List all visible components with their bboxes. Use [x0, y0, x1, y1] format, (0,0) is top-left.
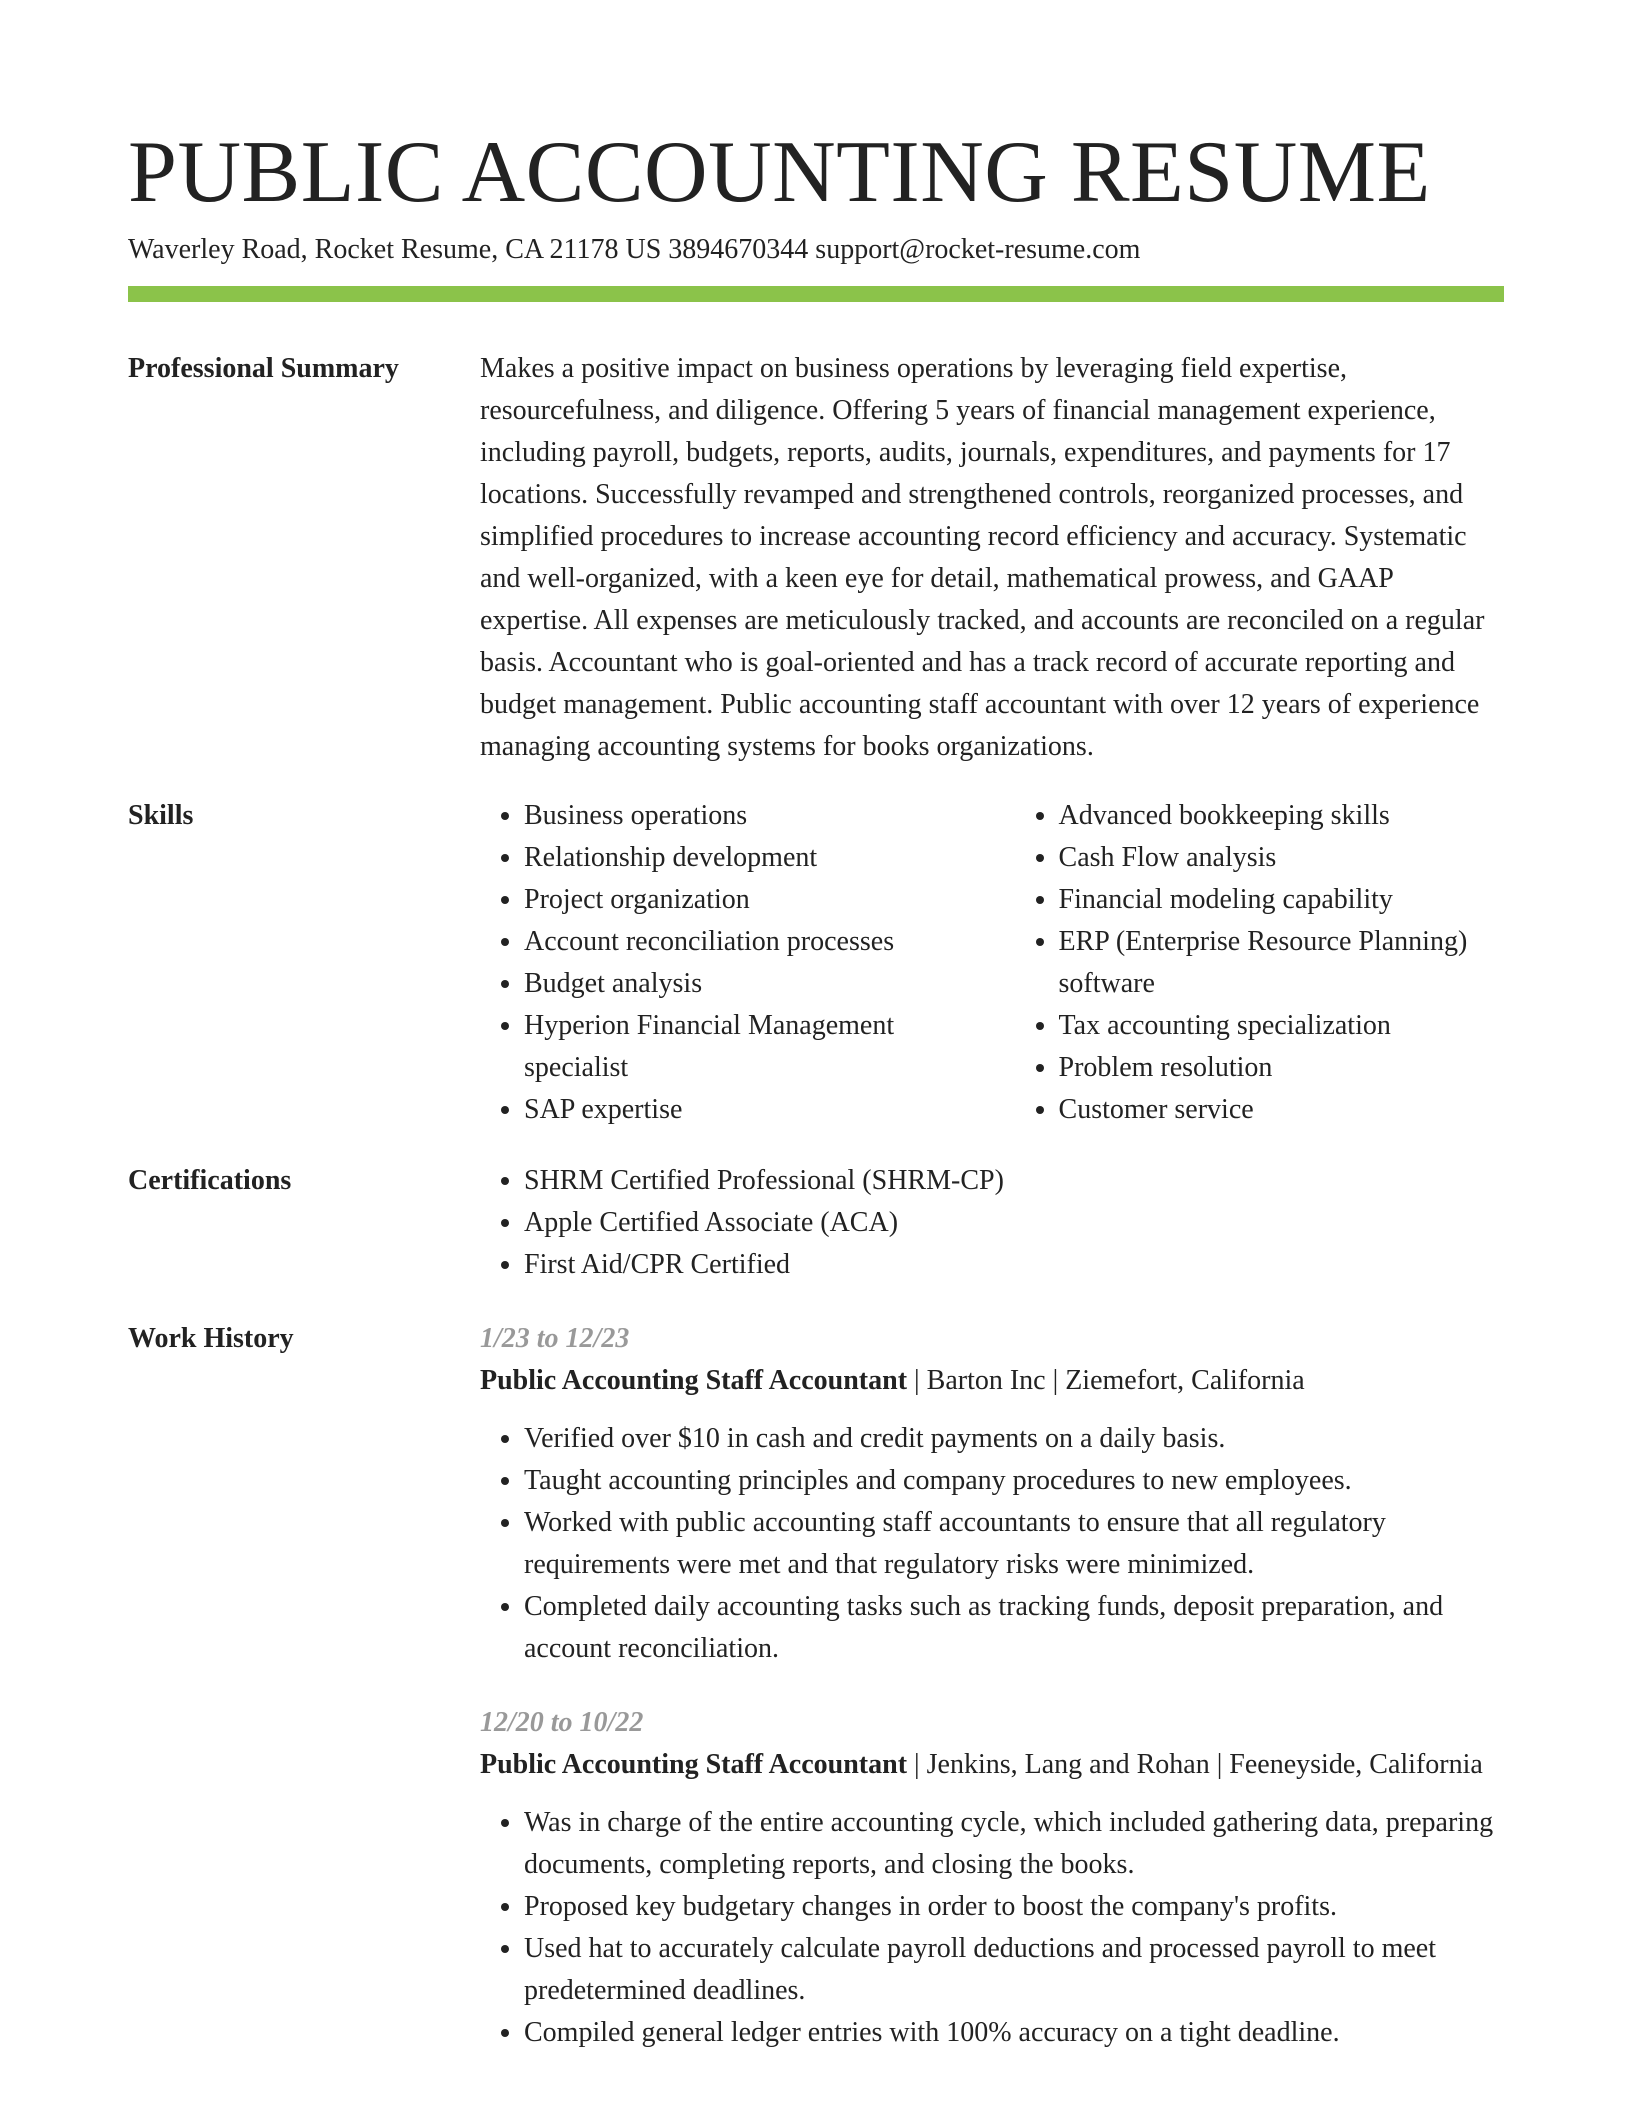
- skill-item: • Customer service: [1059, 1089, 1504, 1131]
- job-heading: [480, 1360, 1504, 1402]
- skill-item: • Account reconciliation processes: [524, 921, 955, 963]
- skills-body: [480, 795, 1504, 1131]
- job-dates: 12/20 to 10/22: [480, 1707, 644, 1738]
- skill-item: • Budget analysis: [524, 963, 955, 1005]
- skills-list-right: [1015, 795, 1504, 1131]
- skill-item: • Business operations: [524, 795, 955, 837]
- job-details: | Barton Inc | Ziemefort, California: [907, 1365, 1305, 1396]
- certification-item: • SHRM Certified Professional (SHRM-CP): [524, 1160, 1504, 1202]
- job-dates: 1/23 to 12/23: [480, 1323, 630, 1354]
- job-bullets: [480, 1802, 1504, 2054]
- skill-item: • Tax accounting specialization: [1059, 1005, 1504, 1047]
- work-history-heading: Work History: [128, 1323, 294, 1354]
- job-bullet: • Proposed key budgetary changes in order to boost the company's profits.: [524, 1886, 1504, 1928]
- job-bullets: [480, 1418, 1504, 1670]
- certification-item: • First Aid/CPR Certified: [524, 1244, 1504, 1286]
- job-title: Public Accounting Staff Accountant: [480, 1749, 908, 1780]
- skill-item: • ERP (Enterprise Resource Planning) software: [1059, 921, 1504, 1005]
- skills-heading: Skills: [128, 800, 194, 831]
- certification-item: • Apple Certified Associate (ACA): [524, 1202, 1504, 1244]
- job-entry: [480, 1702, 1504, 2054]
- skill-item: • SAP expertise: [524, 1089, 955, 1131]
- skill-item: • Advanced bookkeeping skills: [1059, 795, 1504, 837]
- job-bullet: • Was in charge of the entire accounting cycle, which included gathering data, preparing documents, completing reports, and closing the books.: [524, 1802, 1504, 1886]
- certifications-body: [480, 1160, 1504, 1286]
- skill-item: • Hyperion Financial Management specialist: [524, 1005, 955, 1089]
- job-bullet: • Compiled general ledger entries with 100% accuracy on a tight deadline.: [524, 2012, 1504, 2054]
- job-bullet: • Verified over $10 in cash and credit payments on a daily basis.: [524, 1418, 1504, 1460]
- skill-item: • Financial modeling capability: [1059, 879, 1504, 921]
- skill-item: • Relationship development: [524, 837, 955, 879]
- job-bullet: • Taught accounting principles and company procedures to new employees.: [524, 1460, 1504, 1502]
- job-details: | Jenkins, Lang and Rohan | Feeneyside, California: [907, 1749, 1483, 1780]
- job-bullet: • Worked with public accounting staff accountants to ensure that all regulatory requirements were met and that regulatory risks were minimized.: [524, 1502, 1504, 1586]
- summary-body: [480, 348, 1504, 768]
- job-bullet: • Completed daily accounting tasks such as tracking funds, deposit preparation, and account reconciliation.: [524, 1586, 1504, 1670]
- certifications-heading: Certifications: [128, 1165, 292, 1196]
- summary-heading: Professional Summary: [128, 353, 399, 384]
- job-title: Public Accounting Staff Accountant: [480, 1365, 908, 1396]
- skill-item: • Problem resolution: [1059, 1047, 1504, 1089]
- summary-text: Makes a positive impact on business operations by leveraging field expertise, resourcefulness, and diligence. Offering 5 years of financial management experience, including payroll, budgets, reports, audits, journals, expenditures, and payments for 17 locations. Successfully revamped and strengthened controls, reorganized processes, and simplified procedures to increase accounting record efficiency and accuracy. Systematic and well-organized, with a keen eye for detail, mathematical prowess, and GAAP expertise. All expenses are meticulously tracked, and accounts are reconciled on a regular basis. Accountant who is goal-oriented and has a track record of accurate reporting and budget management. Public accounting staff accountant with over 12 years of experience managing accounting systems for books organizations.: [480, 353, 1485, 762]
- skill-item: • Cash Flow analysis: [1059, 837, 1504, 879]
- job-heading: [480, 1744, 1504, 1786]
- certifications-list: [480, 1160, 1504, 1286]
- job-entry: [480, 1318, 1504, 1670]
- accent-divider: [128, 286, 1504, 302]
- skills-list-left: [480, 795, 955, 1131]
- skill-item: • Project organization: [524, 879, 955, 921]
- job-bullet: • Used hat to accurately calculate payroll deductions and processed payroll to meet predetermined deadlines.: [524, 1928, 1504, 2012]
- contact-line: Waverley Road, Rocket Resume, CA 21178 US 3894670344 support@rocket-resume.com: [128, 234, 1141, 265]
- work-history-body: [480, 1318, 1504, 2054]
- resume-title: PUBLIC ACCOUNTING RESUME: [128, 124, 1431, 221]
